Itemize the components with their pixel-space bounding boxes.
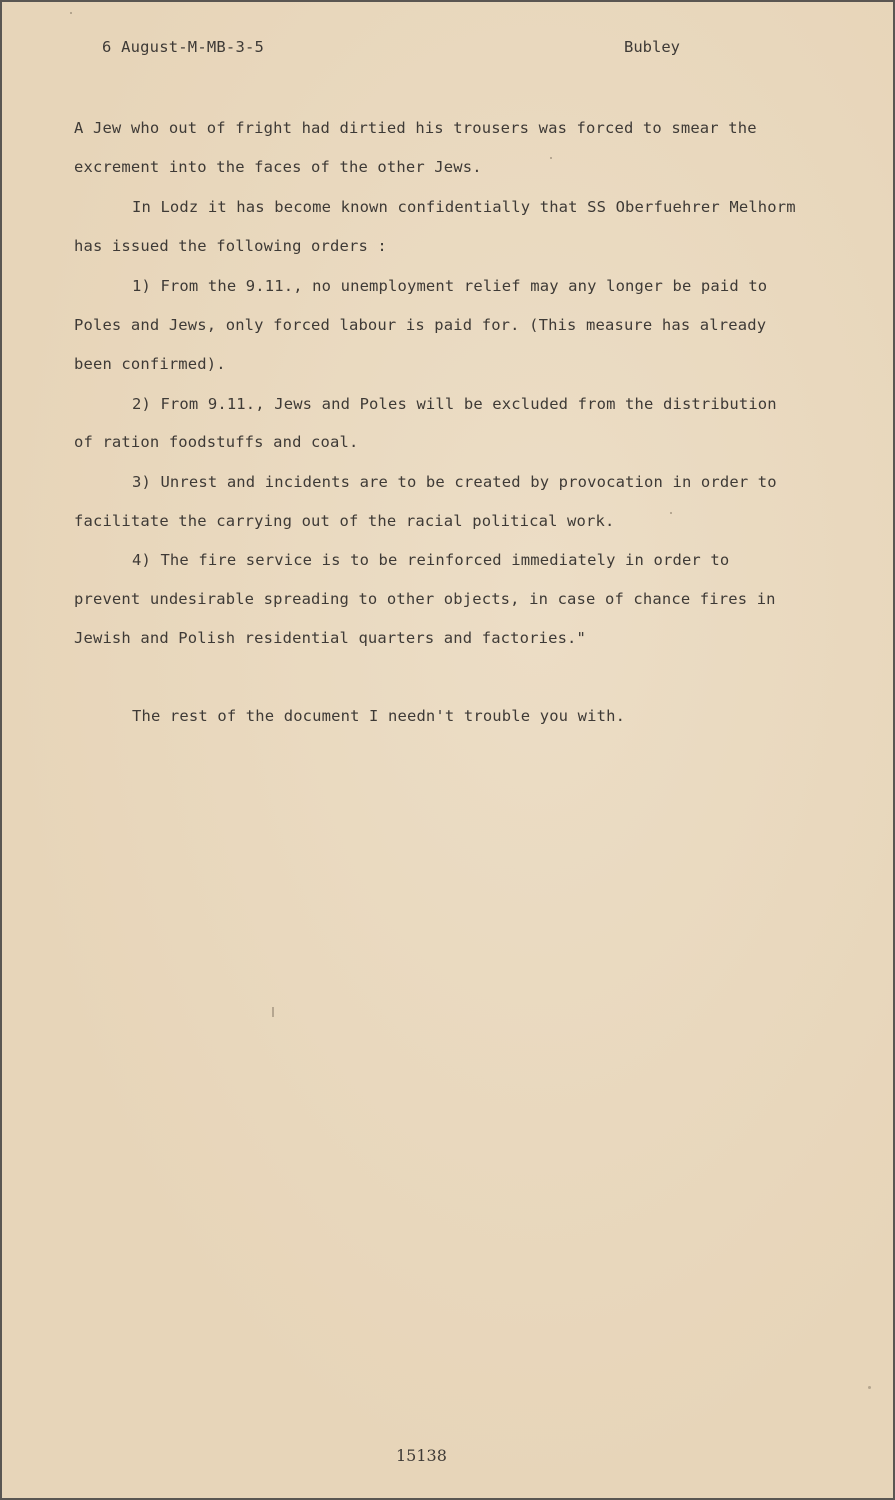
body-line: prevent undesirable spreading to other objects, in case of chance fires in (74, 590, 776, 608)
body-line: facilitate the carrying out of the racial political work. (74, 512, 615, 530)
body-line: 4) The fire service is to be reinforced immediately in order to (132, 551, 730, 569)
header-reference: 6 August-M-MB-3-5 (102, 38, 265, 56)
body-line: Poles and Jews, only forced labour is paid for. (This measure has already (74, 316, 767, 334)
body-line: A Jew who out of fright had dirtied his trousers was forced to smear the (74, 119, 757, 137)
body-line: excrement into the faces of the other Jews. (74, 158, 482, 176)
body-line: been confirmed). (74, 355, 226, 373)
body-line: The rest of the document I needn't trouble you with. (132, 707, 626, 725)
page-number: 15138 (396, 1446, 447, 1465)
body-line: In Lodz it has become known confidentially that SS Oberfuehrer Melhorm (132, 198, 796, 216)
body-line: 1) From the 9.11., no unemployment relief may any longer be paid to (132, 277, 768, 295)
body-line: 3) Unrest and incidents are to be created by provocation in order to (132, 473, 777, 491)
paper-speck (868, 1386, 871, 1389)
body-line: Jewish and Polish residential quarters and factories." (74, 629, 587, 647)
header-speaker: Bubley (624, 38, 680, 56)
body-line: of ration foodstuffs and coal. (74, 433, 359, 451)
paper-speck (272, 1007, 274, 1017)
paper-speck (670, 512, 672, 514)
paper-speck (70, 12, 72, 14)
body-line: has issued the following orders : (74, 237, 387, 255)
paper-speck (550, 157, 552, 159)
body-line: 2) From 9.11., Jews and Poles will be excluded from the distribution (132, 395, 777, 413)
